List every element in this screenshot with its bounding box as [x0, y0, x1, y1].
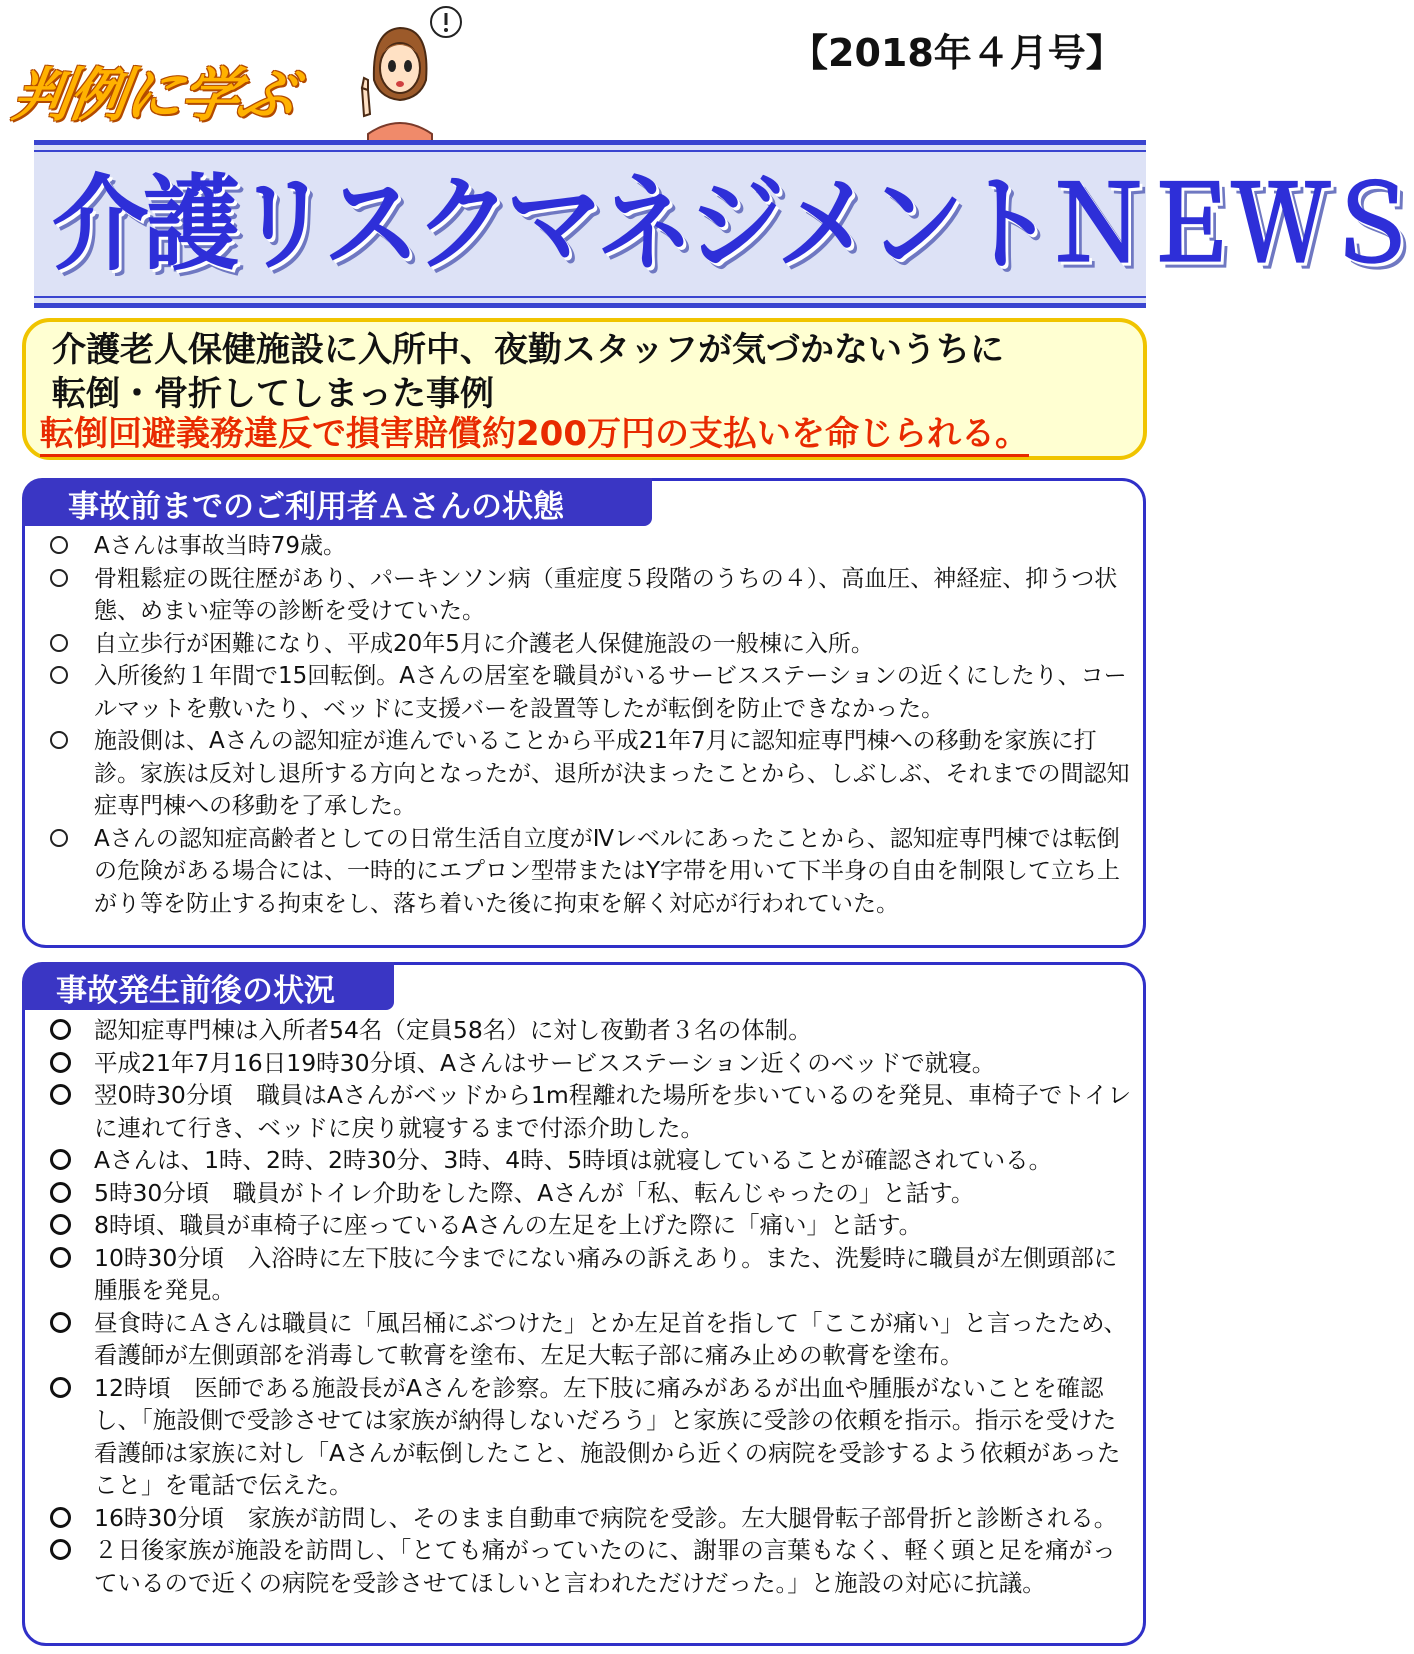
list-item: ２日後家族が施設を訪問し、「とても痛がっていたのに、謝罪の言葉もなく、軽く頭と足を痛がっているので近くの病院を受診させてほしいと言われただけだった。」と施設の対応に抗議。 — [44, 1534, 1134, 1599]
circle-bullet-icon — [50, 1149, 71, 1170]
list-item: 12時頃 医師である施設長がAさんを診察。左下肢に痛みがあるが出血や腫脹がないことを確認し、「施設側で受診させては家族が納得しないだろう」と家族に受診の依頼を指示。指示を受けた看護師は家族に対し「Aさんが転倒したこと、施設側から近くの病院を受診するよう依頼があったこと」を電話で伝えた。 — [44, 1372, 1134, 1502]
circle-bullet-icon — [50, 536, 68, 554]
circle-bullet-icon — [50, 1312, 71, 1333]
title-banner — [34, 140, 1414, 308]
list-item: 骨粗鬆症の既往歴があり、パーキンソン病（重症度５段階のうちの４）、高血圧、神経症、抑うつ状態、めまい症等の診断を受けていた。 — [44, 563, 1134, 628]
banner-rule-bottom — [34, 303, 1146, 308]
list-item: 16時30分頃 家族が訪問し、そのまま自動車で病院を受診。左大腿骨転子部骨折と診断される。 — [44, 1502, 1134, 1535]
list-item: 入所後約１年間で15回転倒。Aさんの居室を職員がいるサービスステーションの近くにしたり、コールマットを敷いたり、ベッドに支援バーを設置等したが転倒を防止できなかった。 — [44, 660, 1134, 725]
section-list-before-accident — [44, 530, 1134, 920]
list-item: 8時頃、職員が車椅子に座っているAさんの左足を上げた際に「痛い」と話す。 — [44, 1209, 1134, 1242]
circle-bullet-icon — [50, 1247, 71, 1268]
circle-bullet-icon — [50, 1084, 71, 1105]
case-headline-box — [22, 318, 1147, 460]
list-item: 翌0時30分頃 職員はAさんがベッドから1m程離れた場所を歩いているのを発見、車椅子でトイレに連れて行き、ベッドに戻り就寝するまで付添介助した。 — [44, 1079, 1134, 1144]
section-heading-before-accident: 事故前までのご利用者Ａさんの状態 — [22, 478, 652, 526]
list-item: Aさんは事故当時79歳。 — [44, 530, 1134, 563]
circle-bullet-icon — [50, 731, 68, 749]
list-item: 平成21年7月16日19時30分頃、Aさんはサービスステーション近くのベッドで就寝。 — [44, 1047, 1134, 1080]
circle-bullet-icon — [50, 1377, 71, 1398]
circle-bullet-icon — [50, 569, 68, 587]
newsletter-title: 介護リスクマネジメントＮＥＷＳ — [52, 163, 1414, 285]
circle-bullet-icon — [50, 1052, 71, 1073]
banner-rule-top-thin — [34, 150, 1146, 152]
list-item: Aさんは、1時、2時、2時30分、3時、4時、5時頃は就寝していることが確認されている。 — [44, 1144, 1134, 1177]
circle-bullet-icon — [50, 1019, 71, 1040]
circle-bullet-icon — [50, 829, 68, 847]
circle-bullet-icon — [50, 1182, 71, 1203]
list-item: 施設側は、Aさんの認知症が進んでいることから平成21年7月に認知症専門棟への移動を家族に打診。家族は反対し退所する方向となったが、退所が決まったことから、しぶしぶ、それまでの間認知症専門棟への移動を了承した。 — [44, 725, 1134, 823]
circle-bullet-icon — [50, 1507, 71, 1528]
list-item: Aさんの認知症高齢者としての日常生活自立度がⅣレベルにあったことから、認知症専門棟では転倒の危険がある場合には、一時的にエプロン型帯またはY字帯を用いて下半身の自由を制限して立ち上がり等を防止する拘束をし、落ち着いた後に拘束を解く対応が行われていた。 — [44, 823, 1134, 921]
headline-line-1: 介護老人保健施設に入所中、夜勤スタッフが気づかないうちに — [52, 330, 1004, 370]
banner-rule-bottom-thin — [34, 296, 1146, 298]
list-item: 自立歩行が困難になり、平成20年5月に介護老人保健施設の一般棟に入所。 — [44, 628, 1134, 661]
exclamation-bubble-icon — [431, 7, 461, 37]
circle-bullet-icon — [50, 1539, 71, 1560]
circle-bullet-icon — [50, 634, 68, 652]
list-item: 10時30分頃 入浴時に左下肢に今までにない痛みの訴えあり。また、洗髪時に職員が左側頭部に腫脹を発見。 — [44, 1242, 1134, 1307]
series-title: 判例に学ぶ — [8, 61, 299, 129]
mascot-illustration — [360, 4, 490, 144]
headline-verdict: 転倒回避義務違反で損害賠償約200万円の支払いを命じられる。 — [40, 414, 1029, 457]
list-item: 昼食時にＡさんは職員に「風呂桶にぶつけた」とか左足首を指して「ここが痛い」と言ったため、看護師が左側頭部を消毒して軟膏を塗布、左足大転子部に痛み止めの軟膏を塗布。 — [44, 1307, 1134, 1372]
section-list-incident — [44, 1014, 1134, 1599]
circle-bullet-icon — [50, 666, 68, 684]
issue-date: 【2018年４月号】 — [790, 31, 1124, 75]
headline-line-2: 転倒・骨折してしまった事例 — [52, 374, 494, 414]
section-heading-incident: 事故発生前後の状況 — [22, 962, 394, 1010]
list-item: 認知症専門棟は入所者54名（定員58名）に対し夜勤者３名の体制。 — [44, 1014, 1134, 1047]
list-item: 5時30分頃 職員がトイレ介助をした際、Aさんが「私、転んじゃったの」と話す。 — [44, 1177, 1134, 1210]
circle-bullet-icon — [50, 1214, 71, 1235]
banner-rule-top — [34, 140, 1146, 145]
